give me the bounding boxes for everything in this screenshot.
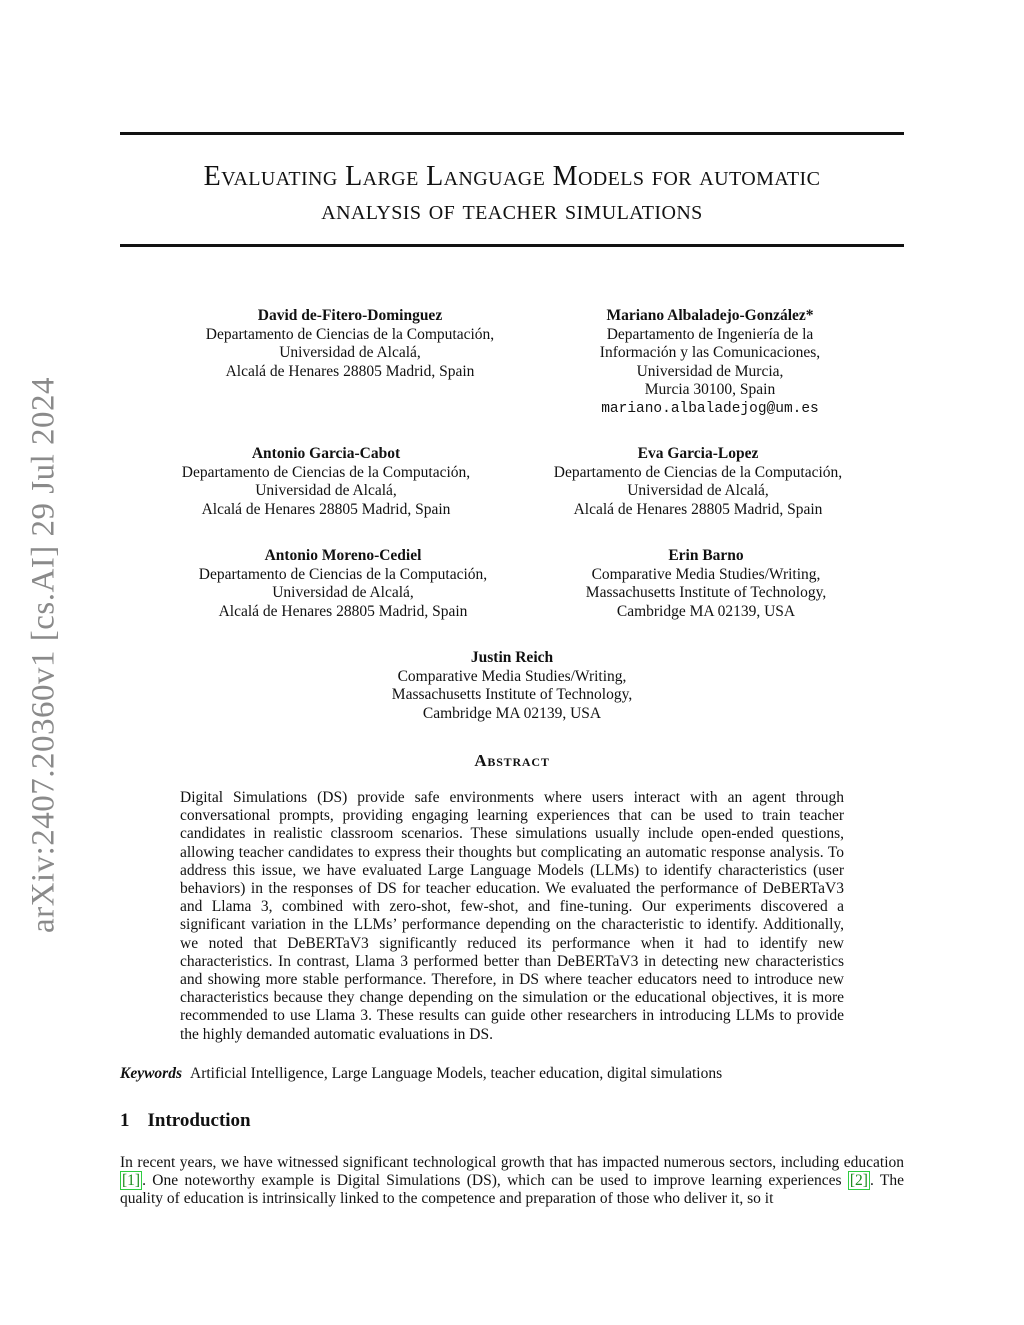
- title-bottom-rule: [120, 244, 904, 247]
- abstract-body: Digital Simulations (DS) provide safe environments where users interact with an agent through conversational prompts, providing engaging learning experiences that can be used to train teacher candidates in realistic classroom scenarios. These simulations usually include open-ended questions, allowing teacher candidates to express their thoughts but complicating an automatic response analysis. To address this issue, we have evaluated Large Language Models (LLMs) to identify characteristics (user behaviors) in the responses of DS for teacher education. We evaluated the performance of DeBERTaV3 and Llama 3, combined with zero-shot, few-shot, and fine-tuning. Our experiments discovered a significant variation in the LLMs’ performance depending on the characteristic to identify. Additionally, we noted that DeBERTaV3 significantly reduced its performance when it had to identify new characteristics. In contrast, Llama 3 performed better than DeBERTaV3 in detecting new characteristics and showing more stable performance. Therefore, in DS where teacher educators need to introduce new characteristics because they change depending on the simulation or the educational objectives, it is more recommended to use Llama 3. These results can guide other researchers in introducing LLMs to provide the highly demanded automatic evaluations in DS.: [180, 789, 844, 1043]
- section-number: 1: [120, 1110, 130, 1131]
- affiliation-line: Alcalá de Henares 28805 Madrid, Spain: [218, 602, 468, 620]
- author-block: [153, 547, 533, 621]
- author-name: Erin Barno: [668, 547, 744, 564]
- affiliation-line: Universidad de Alcalá,: [272, 584, 414, 601]
- affiliation-line: Departamento de Ciencias de la Computación,: [198, 565, 488, 583]
- section-heading: [120, 1110, 251, 1132]
- title-line-1: Evaluating Large Language Models for automatic: [203, 161, 821, 192]
- affiliation-line: Departamento de Ciencias de la Computación,: [181, 463, 471, 481]
- keywords-label: Keywords: [120, 1065, 182, 1082]
- affiliation-line: Departamento de Ciencias de la Computación,: [205, 325, 495, 343]
- author-name: Antonio Moreno-Cediel: [264, 547, 422, 564]
- author-name: Justin Reich: [470, 649, 554, 666]
- keywords-line: [120, 1065, 904, 1083]
- affiliation-line: Información y las Comunicaciones,: [599, 344, 821, 361]
- author-block: [136, 445, 516, 519]
- affiliation-line: Universidad de Alcalá,: [255, 482, 397, 499]
- arxiv-stamp: arXiv:2407.20360v1 [cs.AI] 29 Jul 2024: [25, 376, 62, 934]
- author-name: Mariano Albaladejo-González*: [606, 307, 814, 324]
- author-name: Antonio Garcia-Cabot: [251, 445, 401, 462]
- author-block: [322, 649, 702, 723]
- title-line-2: analysis of teacher simulations: [321, 195, 703, 226]
- affiliation-line: Comparative Media Studies/Writing,: [397, 667, 627, 685]
- affiliation-line: Massachusetts Institute of Technology,: [585, 584, 827, 601]
- keywords-text: Artificial Intelligence, Large Language Models, teacher education, digital simulations: [190, 1065, 723, 1082]
- intro-text-part: In recent years, we have witnessed significant technological growth that has impacted numerous sectors, including education: [120, 1154, 904, 1171]
- paper-title: [120, 160, 904, 228]
- affiliation-line: Universidad de Alcalá,: [279, 344, 421, 361]
- section-title: Introduction: [147, 1110, 251, 1131]
- affiliation-line: Universidad de Murcia,: [636, 362, 784, 380]
- affiliation-line: Departamento de Ingeniería de la: [606, 325, 814, 343]
- citation-link[interactable]: [2]: [849, 1172, 868, 1190]
- affiliation-line: Murcia 30100, Spain: [644, 381, 776, 398]
- affiliation-line: Departamento de Ciencias de la Computación,: [553, 463, 843, 481]
- intro-text-part: . The quality of education is intrinsically linked to the competence and preparation of those who deliver it, so it: [120, 1172, 904, 1208]
- author-block: [520, 307, 900, 418]
- author-block: [508, 445, 888, 519]
- title-top-rule: [120, 132, 904, 135]
- author-block: [160, 307, 540, 381]
- affiliation-line: Universidad de Alcalá,: [627, 482, 769, 499]
- intro-paragraph: [120, 1154, 904, 1209]
- author-email[interactable]: mariano.albaladejog@um.es: [601, 400, 819, 417]
- affiliation-line: Cambridge MA 02139, USA: [422, 704, 602, 722]
- affiliation-line: Comparative Media Studies/Writing,: [591, 565, 821, 583]
- affiliation-line: Cambridge MA 02139, USA: [616, 602, 796, 620]
- author-name: Eva Garcia-Lopez: [637, 445, 759, 462]
- author-name: David de-Fitero-Dominguez: [257, 307, 443, 324]
- affiliation-line: Alcalá de Henares 28805 Madrid, Spain: [201, 500, 451, 518]
- affiliation-line: Alcalá de Henares 28805 Madrid, Spain: [573, 500, 823, 518]
- affiliation-line: Massachusetts Institute of Technology,: [391, 686, 633, 703]
- author-block: [516, 547, 896, 621]
- affiliation-line: Alcalá de Henares 28805 Madrid, Spain: [225, 362, 475, 380]
- citation-link[interactable]: [1]: [122, 1172, 141, 1190]
- abstract-heading: Abstract: [474, 751, 550, 770]
- intro-text-part: . One noteworthy example is Digital Simulations (DS), which can be used to improve learning experiences: [142, 1172, 848, 1190]
